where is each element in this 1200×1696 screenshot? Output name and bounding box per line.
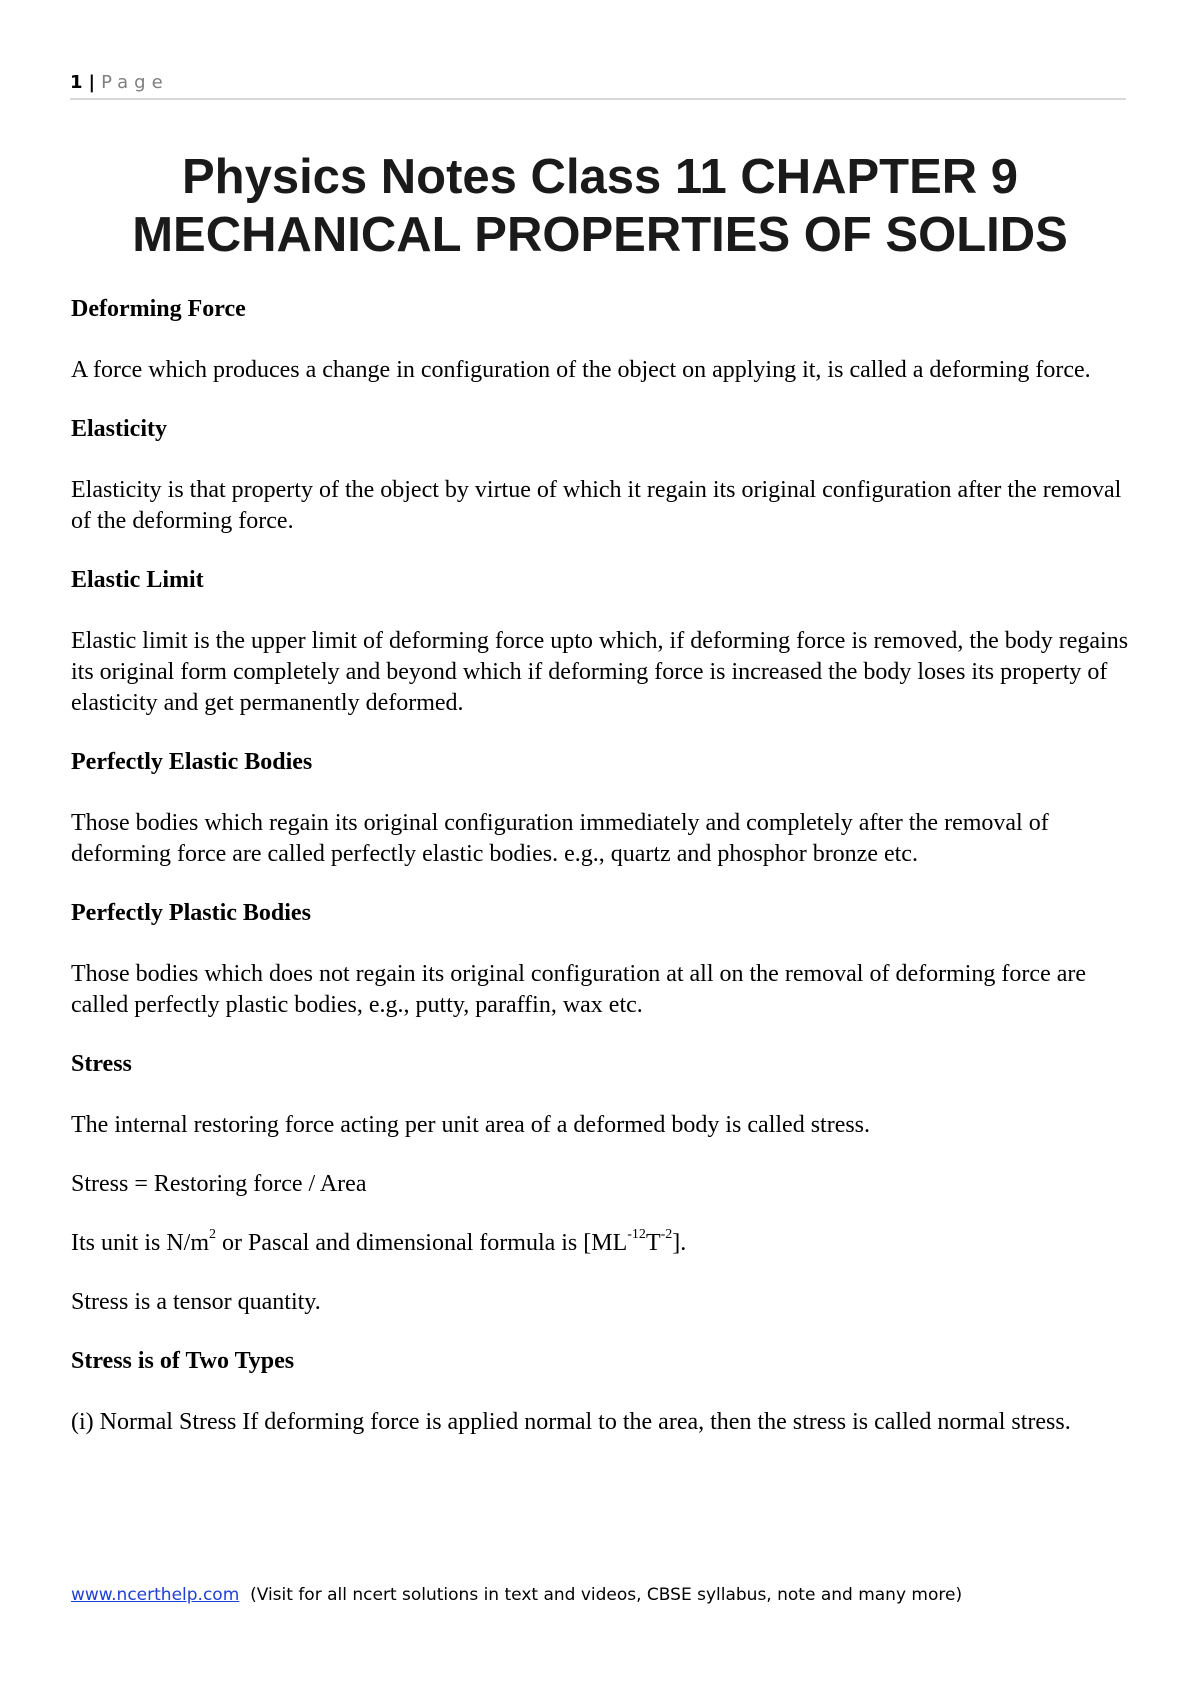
heading-stress-types: Stress is of Two Types: [71, 1348, 295, 1374]
heading-elastic-limit: Elastic Limit: [71, 567, 204, 593]
heading-elasticity: Elasticity: [71, 416, 167, 442]
title-line-1: Physics Notes Class 11 CHAPTER 9: [181, 150, 1019, 204]
page-header: [70, 72, 1126, 100]
text-deforming-force: A force which produces a change in configuration of the object on applying it, is called a deforming force.: [71, 357, 1091, 383]
text-stress-formula: Stress = Restoring force / Area: [71, 1171, 367, 1197]
heading-perfectly-plastic: Perfectly Plastic Bodies: [71, 900, 311, 926]
text-normal-stress: (i) Normal Stress If deforming force is applied normal to the area, then the stress is called normal stress.: [71, 1409, 1071, 1435]
page-label: Page: [101, 72, 169, 93]
text-elasticity: Elasticity is that property of the object by virtue of which it regain its original configuration after the removal of the deforming force.: [71, 477, 1122, 534]
page-number: 1: [70, 72, 83, 93]
dim-T: T: [645, 1230, 661, 1256]
unit-superscript: 2: [209, 1227, 217, 1242]
text-perfectly-elastic: Those bodies which regain its original configuration immediately and completely after the removal of deforming force are called perfectly elastic bodies. e.g., quartz and phosphor bronze etc.: [71, 810, 1049, 867]
footer-link[interactable]: www.ncerthelp.com: [71, 1585, 240, 1605]
unit-prefix: Its unit is N/m: [71, 1230, 210, 1256]
text-stress-definition: The internal restoring force acting per unit area of a deformed body is called stress.: [71, 1112, 871, 1138]
heading-stress: Stress: [71, 1051, 132, 1077]
heading-perfectly-elastic: Perfectly Elastic Bodies: [71, 749, 313, 775]
page-separator: |: [88, 72, 96, 93]
page-footer: [71, 1585, 962, 1605]
dim-superscript-2: -2: [660, 1227, 673, 1242]
heading-deforming-force: Deforming Force: [71, 296, 246, 322]
text-stress-unit: [71, 1228, 1131, 1259]
page-title: [40, 148, 1160, 264]
dim-superscript-1: -12: [627, 1227, 646, 1242]
text-elastic-limit: Elastic limit is the upper limit of deforming force upto which, if deforming force is removed, the body regains its original form completely and beyond which if deforming force is increased the body loses its property of elasticity and get permanently deformed.: [71, 628, 1129, 716]
footer-note: (Visit for all ncert solutions in text and videos, CBSE syllabus, note and many more): [250, 1585, 963, 1605]
document-body: [71, 294, 1131, 1466]
unit-middle: or Pascal and dimensional formula is [ML: [216, 1230, 628, 1256]
text-perfectly-plastic: Those bodies which does not regain its original configuration at all on the removal of deforming force are called perfectly plastic bodies, e.g., putty, paraffin, wax etc.: [71, 961, 1087, 1018]
title-line-2: MECHANICAL PROPERTIES OF SOLIDS: [132, 208, 1068, 262]
dim-end: ].: [672, 1230, 687, 1256]
text-stress-tensor: Stress is a tensor quantity.: [71, 1289, 321, 1315]
